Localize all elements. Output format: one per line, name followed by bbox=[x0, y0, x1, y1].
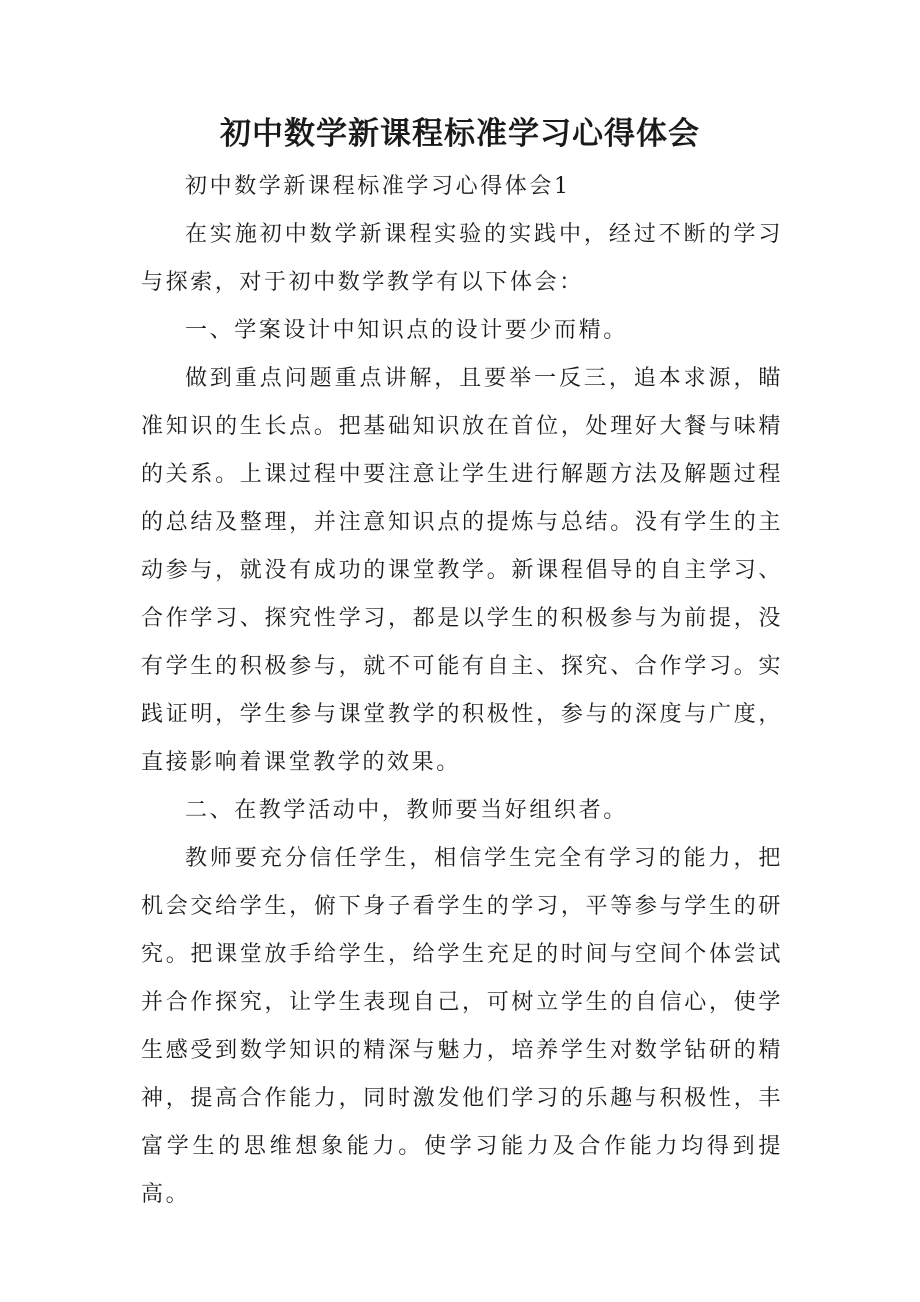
intro-paragraph: 在实施初中数学新课程实验的实践中，经过不断的学习与探索，对于初中数学教学有以下体会： bbox=[141, 222, 783, 295]
body-paragraph-1: 做到重点问题重点讲解，且要举一反三，追本求源，瞄准知识的生长点。把基础知识放在首位，处理好大餐与味精的关系。上课过程中要注意让学生进行解题方法及解题过程的总结及整理，并注意知识点的提炼与总结。没有学生的主动参与，就没有成功的课堂教学。新课程倡导的自主学习、合作学习、探究性学习，都是以学生的积极参与为前提，没有学生的积极参与，就不可能有自主、探究、合作学习。实践证明，学生参与课堂教学的积极性，参与的深度与广度，直接影响着课堂教学的效果。 bbox=[141, 366, 783, 775]
section-heading-2: 二、在教学活动中，教师要当好组织者。 bbox=[185, 798, 628, 823]
section-heading-1: 一、学案设计中知识点的设计要少而精。 bbox=[185, 318, 628, 343]
body-paragraph-2: 教师要充分信任学生，相信学生完全有学习的能力，把机会交给学生，俯下身子看学生的学习，平等参与学生的研究。把课堂放手给学生，给学生充足的时间与空间个体尝试并合作探究，让学生表现自己，可树立学生的自信心，使学生感受到数学知识的精深与魅力，培养学生对数学钻研的精神，提高合作能力，同时激发他们学习的乐趣与积极性，丰富学生的思维想象能力。使学习能力及合作能力均得到提高。 bbox=[141, 846, 783, 1207]
document-title: 初中数学新课程标准学习心得体会 bbox=[220, 116, 700, 152]
subtitle-paragraph: 初中数学新课程标准学习心得体会1 bbox=[185, 174, 571, 199]
document-body bbox=[141, 163, 783, 1219]
